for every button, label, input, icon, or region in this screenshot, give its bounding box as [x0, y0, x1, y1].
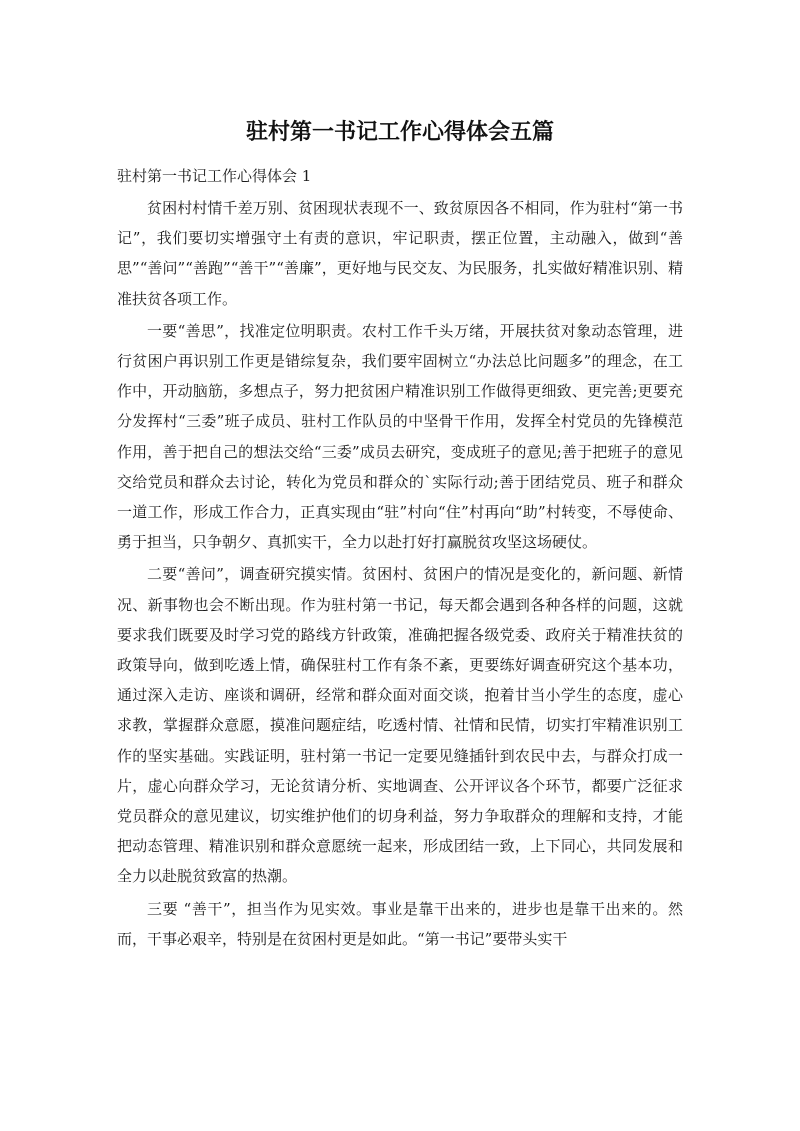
document-title: 驻村第一书记工作心得体会五篇: [245, 120, 554, 145]
paragraph-shanwen: 二要“善问”，调查研究摸实情。贫困村、贫困户的情况是变化的，新问题、新情况、新事物也会不断出现。作为驻村第一书记，每天都会遇到各种各样的问题，这就要求我们既要及时学习党的路线方针政策，准确把握各级党委、政府关于精准扶贫的政策导向，做到吃透上情，确保驻村工作有条不紊，更要练好调查研究这个基本功，通过深入走访、座谈和调研，经常和群众面对面交谈，抱着甘当小学生的态度，虚心求教，掌握群众意愿，摸准问题症结，吃透村情、社情和民情，切实打牢精准识别工作的坚实基础。实践证明，驻村第一书记一定要见缝插针到农民中去，与群众打成一片，虚心向群众学习，无论贫请分析、实地调查、公开评议各个环节，都要广泛征求党员群众的意见建议，切实维护他们的切身利益，努力争取群众的理解和支持，才能把动态管理、精准识别和群众意愿统一起来，形成团结一致，上下同心，共同发展和全力以赴脱贫致富的热潮。: [117, 565, 683, 886]
paragraph-intro: 贫困村村情千差万别、贫困现状表现不一、致贫原因各不相同，作为驻村“第一书记”，我们要切实增强守土有责的意识，牢记职责，摆正位置，主动融入，做到“善思”“善问”“善跑”“善干”“善廉”，更好地与民交友、为民服务，扎实做好精准识别、精准扶贫各项工作。: [117, 199, 683, 308]
paragraph-shansi: 一要“善思”，找准定位明职责。农村工作千头万绪，开展扶贫对象动态管理，进行贫困户再识别工作更是错综复杂，我们要牢固树立“办法总比问题多”的理念，在工作中，开动脑筋，多想点子，努力把贫困户精准识别工作做得更细致、更完善;更要充分发挥村“三委”班子成员、驻村工作队员的中坚骨干作用，发挥全村党员的先锋模范作用，善于把自己的想法交给“三委”成员去研究，变成班子的意见;善于把班子的意见交给党员和群众去讨论，转化为党员和群众的`实际行动;善于团结党员、班子和群众一道工作，形成工作合力，正真实现由“驻”村向“住”村再向“助”村转变，不辱使命、勇于担当，只争朝夕、真抓实干，全力以赴打好打赢脱贫攻坚这场硬仗。: [117, 321, 683, 552]
section-heading: 驻村第一书记工作心得体会 1: [117, 167, 312, 185]
document-body: [117, 161, 683, 954]
paragraph-shangan: 三要 “善干”，担当作为见实效。事业是靠干出来的，进步也是靠干出来的。然而，干事必艰辛，特别是在贫困村更是如此。“第一书记”要带头实干: [117, 899, 683, 948]
